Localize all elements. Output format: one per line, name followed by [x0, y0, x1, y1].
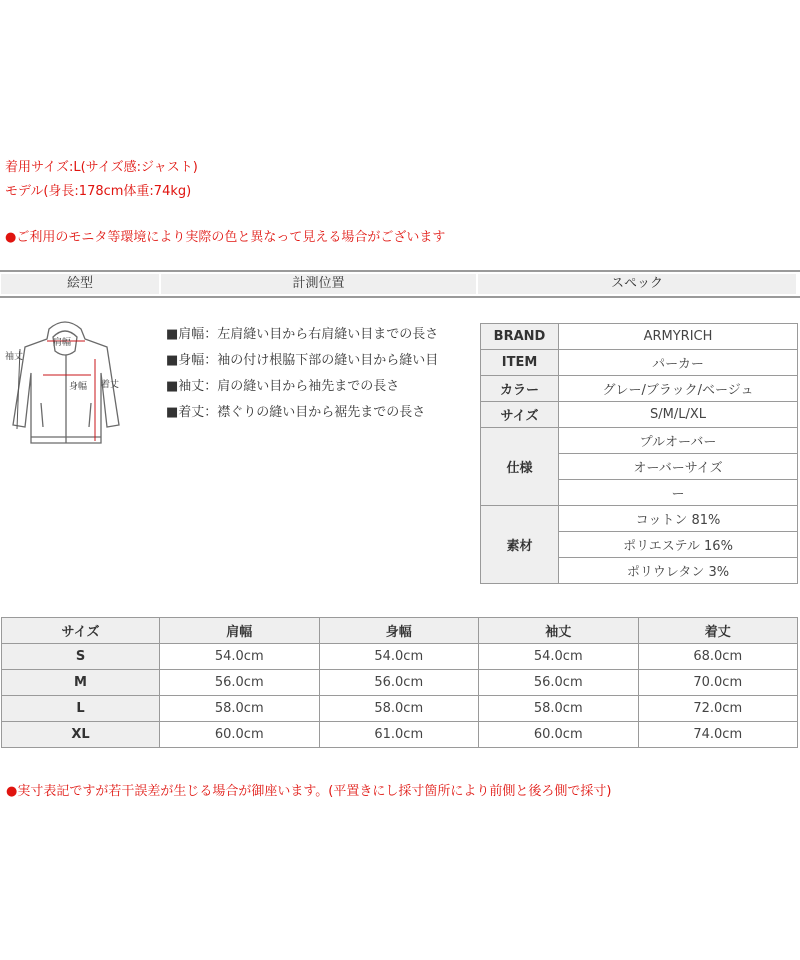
spec-style-value: ー: [559, 480, 798, 506]
value-cell: 70.0cm: [638, 670, 798, 696]
value-cell: 68.0cm: [638, 644, 798, 670]
label-length: 着丈: [101, 380, 120, 390]
spec-row-material: [481, 506, 798, 532]
spec-style-label: 仕様: [481, 428, 559, 506]
hoodie-diagram: [3, 315, 128, 455]
spec-size-label: サイズ: [481, 402, 559, 428]
spec-material-value: ポリエステル 16%: [559, 532, 798, 558]
value-cell: 72.0cm: [638, 696, 798, 722]
size-header-body: 身幅: [319, 618, 479, 644]
value-cell: 54.0cm: [479, 644, 639, 670]
header-spec: スペック: [478, 274, 796, 294]
table-row: [2, 644, 798, 670]
note-body: ■身幅：袖の付け根脇下部の縫い目から縫い目: [166, 353, 439, 368]
spec-row-brand: [481, 324, 798, 350]
value-cell: 54.0cm: [160, 644, 320, 670]
value-cell: 56.0cm: [160, 670, 320, 696]
note-shoulder: ■肩幅：左肩縫い目から右肩縫い目までの長さ: [166, 327, 439, 342]
size-header-length: 着丈: [638, 618, 798, 644]
spec-row-style: [481, 428, 798, 454]
spec-row-size: [481, 402, 798, 428]
spec-style-value: オーバーサイズ: [559, 454, 798, 480]
size-header-sleeve: 袖丈: [479, 618, 639, 644]
header-measure: 計測位置: [161, 274, 476, 294]
spec-brand-label: BRAND: [481, 324, 559, 350]
header-figure: 絵型: [1, 274, 159, 294]
spec-material-value: ポリウレタン 3%: [559, 558, 798, 584]
size-table-header: [2, 618, 798, 644]
spec-style-value: プルオーバー: [559, 428, 798, 454]
value-cell: 54.0cm: [319, 644, 479, 670]
value-cell: 61.0cm: [319, 722, 479, 748]
value-cell: 56.0cm: [479, 670, 639, 696]
size-cell: L: [2, 696, 160, 722]
size-header-shoulder: 肩幅: [160, 618, 320, 644]
note-sleeve: ■袖丈：肩の縫い目から袖先までの長さ: [166, 379, 400, 394]
note-length: ■着丈：襟ぐりの縫い目から裾先までの長さ: [166, 405, 426, 420]
size-cell: M: [2, 670, 160, 696]
spec-size-value: S/M/L/XL: [559, 402, 798, 428]
color-notice: ●ご利用のモニタ等環境により実際の色と異なって見える場合がございます: [5, 230, 446, 245]
spec-material-label: 素材: [481, 506, 559, 584]
spec-table: [480, 323, 798, 584]
size-cell: S: [2, 644, 160, 670]
spec-row-color: [481, 376, 798, 402]
spec-material-value: コットン 81%: [559, 506, 798, 532]
label-body: 身幅: [69, 382, 88, 392]
measure-notes: [166, 325, 438, 429]
size-table: [1, 617, 798, 748]
value-cell: 56.0cm: [319, 670, 479, 696]
value-cell: 58.0cm: [160, 696, 320, 722]
section-header: [0, 270, 800, 298]
label-shoulder: 肩幅: [53, 338, 72, 348]
model-size-text: 着用サイズ:L(サイズ感:ジャスト): [5, 160, 198, 175]
spec-color-value: グレー/ブラック/ベージュ: [559, 376, 798, 402]
size-header-size: サイズ: [2, 618, 160, 644]
spec-item-value: パーカー: [559, 350, 798, 376]
table-row: [2, 722, 798, 748]
measurement-notice: ●実寸表記ですが若干誤差が生じる場合が御座います。(平置きにし採寸箇所により前側と後ろ側で採寸): [6, 784, 612, 799]
size-cell: XL: [2, 722, 160, 748]
value-cell: 60.0cm: [160, 722, 320, 748]
spec-color-label: カラー: [481, 376, 559, 402]
value-cell: 58.0cm: [319, 696, 479, 722]
value-cell: 60.0cm: [479, 722, 639, 748]
value-cell: 58.0cm: [479, 696, 639, 722]
value-cell: 74.0cm: [638, 722, 798, 748]
spec-brand-value: ARMYRICH: [559, 324, 798, 350]
spec-item-label: ITEM: [481, 350, 559, 376]
table-row: [2, 670, 798, 696]
model-body-text: モデル(身長:178cm体重:74kg): [5, 184, 192, 199]
spec-row-item: [481, 350, 798, 376]
table-row: [2, 696, 798, 722]
label-sleeve: 袖丈: [5, 352, 24, 362]
